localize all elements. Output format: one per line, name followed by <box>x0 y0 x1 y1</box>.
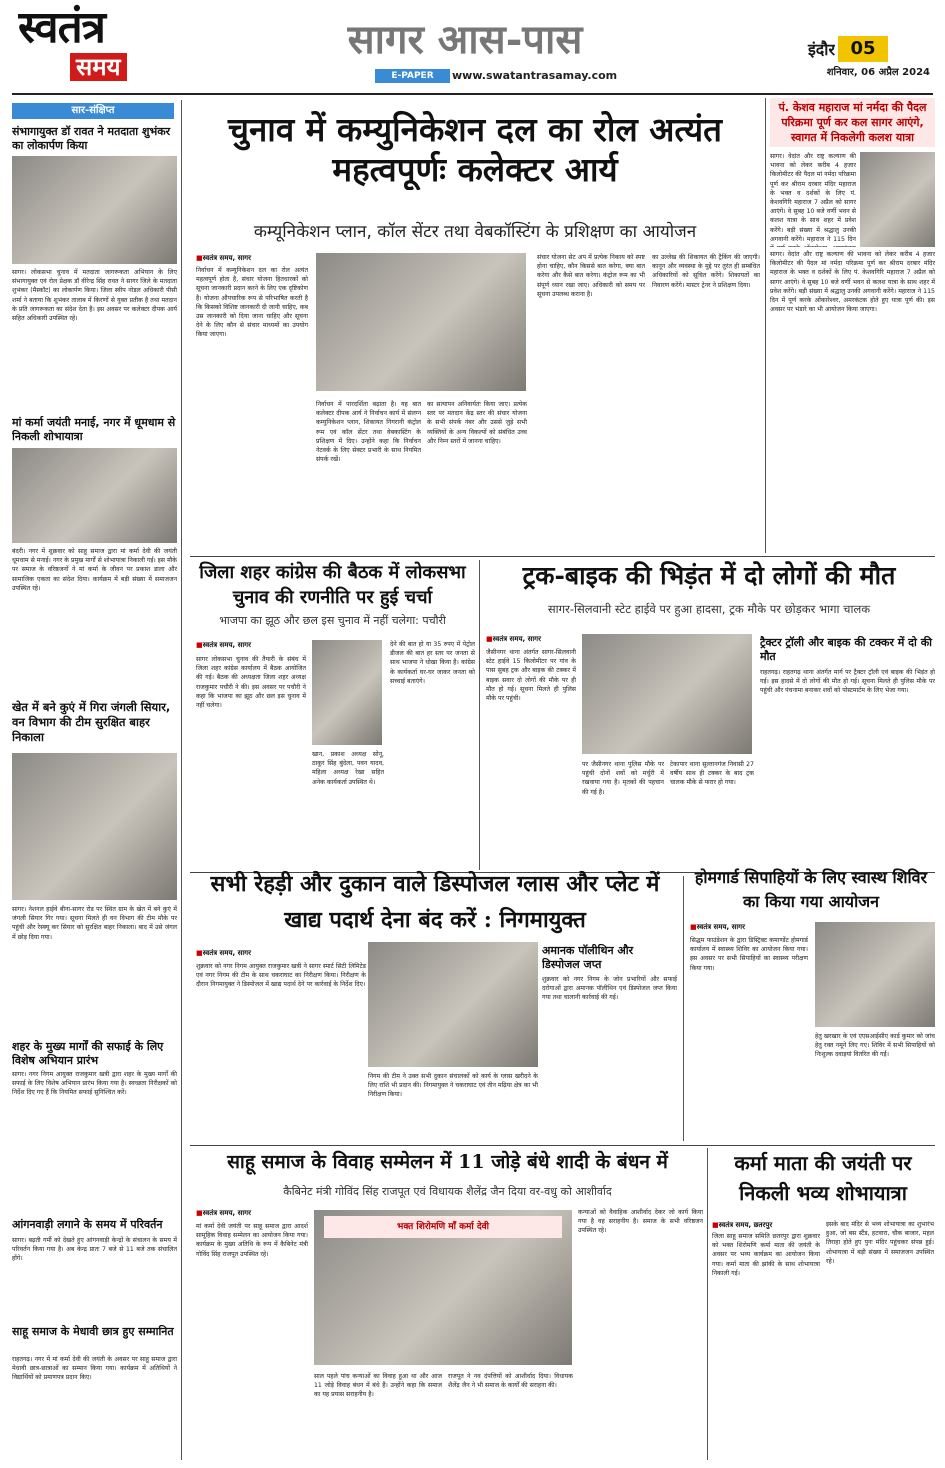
lead-byline: ■ स्वतंत्र समय, सागर <box>196 253 336 263</box>
congress-divider <box>479 560 480 870</box>
disposal-side-headline: अमानक पॉलीथिन और डिस्पोजल जप्त <box>542 944 634 971</box>
tractor-accident-text: राहतगढ़। राहतगढ़ थाना अंतर्गत मार्ग पर ट्रैक्टर ट्रॉली एवं बाइक की भिड़ंत हो गई। इस हादसे में दो लोगों की मौत हो गई। सूचना मिलते ही पुलिस मौके पर पहुंची और पंचनामा बनाकर शवों को पोस्टमार्टम के लिए भेजा गया। <box>760 669 935 695</box>
sahu-text-4: कन्याओं को वैवाहिक आशीर्वाद देकर जो कार्य किया गया है वह सराहनीय है। समाज के सभी वरिष्ठजन उपस्थित रहे। <box>578 1209 703 1235</box>
left-column-divider <box>181 100 182 1460</box>
kalash-yatra-text: सागर। वेदांत और राष्ट्र कल्याण की भावना को लेकर करीब 4 हजार किलोमीटर की पैदल मां नर्मदा परिक्रमा पूर्ण कर श्रीराम दरबार मंदिर महाराज के भक्त व दर्शकों के लिए पं. केशवगिरि महाराज 7 अप्रैल को सागर आएंगे। वे सुबह 10 बजे वर्णी भवन से कलश यात्रा के साथ शहर में प्रवेश करेंगे। बड़ी संख्या में श्रद्धालु उनकी अगवानी करेंगे। महाराज ने 115 दिन में पूर्ण करके ओंकारेश्वर, अमरकंटक होते हुए यात्रा पूर्ण की। इस अवसर पर भंडारे का भी आयोजन किया जाएगा। <box>770 251 935 314</box>
row-divider-3 <box>190 1145 935 1146</box>
brief-1-text: सागर। लोकसभा चुनाव में मतदाता जागरूकता अभियान के लिए संभागायुक्त एवं रोल प्रेक्षक डॉ वीरेन्द्र सिंह रावत ने सागर जिले के मतदाता शुभंकर (मैस्कॉट) का लोकार्पण किया। जिला स्वीप नोडल अधिकारी पीसी शर्मा ने बताया कि शुभंकर तालाब में किरणों से युक्त प्रतीक है तथा मतदान के प्रति जागरूकता का संदेश देता है। इस अवसर पर कलेक्टर दीपक आर्य सहित अधिकारी उपस्थित रहे। <box>12 269 177 323</box>
section-title: सागर आस-पास <box>347 18 583 62</box>
accident-text-2: पर जैसीनगर थाना पुलिस मौके पर पहुंची दोनों शवों को मर्चुरी में रखवाया गया है। मृतकों की पहचान की गई है। <box>582 761 664 796</box>
homeguard-byline: ■ स्वतंत्र समय, सागर <box>690 922 830 932</box>
congress-subheadline: भाजपा का झूठ और छल इस चुनाव में नहीं चलेगा: पचौरी <box>219 614 446 627</box>
lead-text-5: का उल्लेख की शिकायत की ट्रैकिंग की जाएगी। कानून और व्यवस्था के मुद्दे पर तुरंत ही सम्बंधित अधिकारियों को सूचित करेंगे। शिकायतों का निवारण करेंगे। मास्टर ट्रेनर ने प्रशिक्षण दिया। <box>652 254 760 289</box>
brief-2-photo <box>12 448 177 543</box>
lead-headline: चुनाव में कम्युनिकेशन दल का रोल अत्यंत महत्वपूर्णः कलेक्टर आर्य <box>228 110 722 189</box>
lead-right-divider <box>765 98 766 553</box>
brief-6-headline: साहू समाज के मेधावी छात्र हुए सम्मानित <box>12 1325 174 1338</box>
homeguard-text-2: हेतु खरखार के एवं एएसआईसीए कार्ड कुमार को जांच हेतु रक्त नमूने लिए गए। शिविर में सभी सिपाहियों को निःशुल्क दवाइयां वितरित की गईं। <box>815 1033 935 1059</box>
disposal-text-3: शुक्रवार को नगर निगम के जोन प्रभारियों और सफाई दरोगाओं द्वारा अमानक पॉलीथिन एवं डिस्पोजल जप्त किया गया तथा चालानी कार्रवाई की गई। <box>542 976 677 1002</box>
lead-text-1: निर्वाचन में कम्युनिकेशन दल का रोल अत्यंत महत्वपूर्ण होता है, संचार योजना हितधारकों को सूचना जानकारी प्रदान करने के लिए एक दृष्टिकोण है। योजना औपचारिक रूप से परिभाषित करती है कि किसको विशिष्ट जानकारी दी जानी चाहिए, कब उस जानकारी को दिया जाना चाहिए और सूचना देने के लिए कौन से संचार माध्यमों का उपयोग किया जाएगा। <box>196 267 308 339</box>
kalash-yatra-headline: पं. केशव महाराज मां नर्मदा की पैदल परिक्रमा पूर्ण कर कल सागर आएंगे, स्वागत में निकलेगी कलश यात्रा <box>770 98 935 147</box>
masthead-divider <box>12 93 933 95</box>
brief-4-headline: शहर के मुख्य मार्गों की सफाई के लिए विशेष अभियान प्रारंभ <box>12 1040 164 1067</box>
row-divider-1 <box>190 556 935 557</box>
congress-headline: जिला शहर कांग्रेस की बैठक में लोकसभा चुनाव की रणनीति पर हुई चर्चा <box>199 562 466 608</box>
brief-section-band: सार-संक्षिप्त <box>12 103 174 119</box>
accident-byline: ■ स्वतंत्र समय, सागर <box>486 634 626 644</box>
congress-text-1: सागर लोकसभा चुनाव की तैयारी के संबंध में जिला शहर कांग्रेस कार्यालय में बैठक आयोजित की गई। बैठक की अध्यक्षता जिला शहर अध्यक्ष राजकुमार पचौरी ने की। इस अवसर पर पचौरी ने कहा कि भाजपा का झूठ और छल इस चुनाव में नहीं चलेगा। <box>196 656 306 710</box>
disposal-text-2: निगम की टीम ने उक्त सभी दुकान संचालकों को कार्य के ग्लास खरीदने के लिए राशि भी प्रदान की। निगमायुक्त ने चकराघाट एवं तीन मढ़िया क्षेत्र का भी निरीक्षण किया। <box>368 1073 538 1099</box>
sahu-text-3: राजपूत ने नव दंपत्तियों को आशीर्वाद दिया। विधायक शैलेंद्र जैन ने भी समाज के कार्यों की सराहना की। <box>448 1373 573 1390</box>
lead-text-2: निर्वाचन में पारदर्शिता बढ़ाता है। यह बात कलेक्टर दीपक आर्य ने निर्वाचन कार्य में संलग्न कम्युनिकेशन प्लान, शिकायत निगरानी कंट्रोल रूम एवं कॉल सेंटर तथा वेबकास्टिंग के प्रशिक्षण में दिए। उन्होंने कहा कि निर्वाचन नेटवर्क के लिए सेक्टर प्रभारी के साथ नियमित संपर्क रखें। <box>316 401 421 464</box>
karma-headline: कर्मा माता की जयंती पर निकली भव्य शोभायात्रा <box>734 1151 912 1205</box>
sahu-divider <box>707 1148 708 1460</box>
accident-text-3: टेकापार थाना सुल्तानगंज निवासी 27 वर्षीय साथ ही टक्कर के बाद ट्रक चालक मौके से फरार हो गया। <box>670 761 754 787</box>
accident-text-1: जैसीनगर थाना अंतर्गत सागर-सिलवानी स्टेट हाईवे 15 किलोमीटर पर गांव के पास सुबह ट्रक और बाइक की टक्कर में बाइक सवार दो लोगों की मौके पर ही मौत हो गई। सूचना मिलते ही पुलिस मौके पर पहुंची। <box>486 649 576 703</box>
congress-text-2: देने की बात हो या 35 रुपए में पेट्रोल डीजल की बात हर स्तर पर जनता से साथ भाजपा ने धोखा किया है। कांग्रेस के कार्यकर्ता घर-घर जाकर जनता को सच्चाई बताएंगे। <box>390 641 475 685</box>
brief-1-headline: संभागायुक्त डॉ रावत ने मतदाता शुभंकर का लोकार्पण किया <box>12 125 171 152</box>
website-url[interactable]: www.swatantrasamay.com <box>452 69 618 82</box>
sahu-byline: ■ स्वतंत्र समय, सागर <box>196 1208 336 1218</box>
epaper-badge: E-PAPER <box>375 69 450 83</box>
sahu-headline: साहू समाज के विवाह सम्मेलन में 11 जोड़े बंधे शादी के बंधन में <box>227 1151 668 1173</box>
homeguard-text-1: सिद्धम फाउंडेशन के द्वारा डिस्ट्रिक्ट कमाण्डेंट होमगार्ड कार्यालय में स्वास्थ्य शिविर का आयोजन किया गया। इस अवसर पर सभी सिपाहियों का स्वास्थ्य परीक्षण किया गया। <box>690 937 808 972</box>
homeguard-photo <box>815 922 935 1027</box>
maharaj-photo <box>860 152 935 247</box>
lead-subheadline: कम्यूनिकेशन प्लान, कॉल सेंटर तथा वेबकॉस्टिंग के प्रशिक्षण का आयोजन <box>253 222 697 242</box>
disposal-divider <box>683 876 684 1141</box>
logo-text-sub: समय <box>70 53 127 81</box>
lead-photo <box>316 253 526 391</box>
karma-byline: ■ स्वतंत्र समय, छतरपुर <box>712 1220 822 1230</box>
city-name: इंदौर <box>807 40 835 59</box>
newspaper-logo <box>18 4 148 96</box>
tractor-accident-headline: ट्रैक्टर ट्रॉली और बाइक की टक्कर में दो की मौत <box>760 636 932 663</box>
karma-text-2: इसके बाद मंदिर से भव्य शोभायात्रा का शुभारंभ हुआ, जो बस स्टैंड, हटवारा, चौक बाजार, महल तिराहा होते हुए पुनः मंदिर पहुंचकर संपन्न हुई। शोभायात्रा में बड़ी संख्या में समाजजन उपस्थित रहे। <box>826 1221 934 1265</box>
sahu-photo-banner: भक्त शिरोमणि माँ कर्मा देवी <box>324 1216 562 1238</box>
sahu-photo <box>314 1210 572 1365</box>
sahu-text-2: साल पहले पांच कन्याओं का विवाह हुआ था और आज 11 जोड़े विवाह बंधन में बंधे हैं। उन्होंने कहा कि समाज का यह प्रयास सराहनीय है। <box>314 1373 442 1399</box>
logo-text-main: स्वतंत्र <box>18 4 105 53</box>
brief-3-headline: खेत में बने कुएं में गिरा जंगली सियार, वन विभाग की टीम सुरक्षित बाहर निकाला <box>12 700 171 744</box>
homeguard-headline: होमगार्ड सिपाहियों के लिए स्वास्थ शिविर का किया गया आयोजन <box>694 868 928 911</box>
brief-2-headline: मां कर्मा जयंती मनाई, नगर में धूमधाम से निकली शोभायात्रा <box>12 416 176 443</box>
accident-photo <box>582 634 752 754</box>
brief-5-text: सागर। बढ़ती गर्मी को देखते हुए आंगनवाड़ी केन्द्रों के संचालन के समय में परिवर्तन किया गया है। अब केन्द्र प्रातः 7 बजे से 11 बजे तक संचालित होंगे। <box>12 1237 177 1263</box>
kalash-yatra-text-part: सागर। वेदांत और राष्ट्र कल्याण की भावना को लेकर करीब 4 हजार किलोमीटर की पैदल मां नर्मदा परिक्रमा पूर्ण कर श्रीराम दरबार मंदिर महाराज के भक्त व दर्शकों के लिए पं. केशवगिरि महाराज 7 अप्रैल को सागर आएंगे। वे सुबह 10 बजे वर्णी भवन से कलश यात्रा के साथ शहर में प्रवेश करेंगे। बड़ी संख्या में श्रद्धालु उनकी अगवानी करेंगे। महाराज ने 115 दिन <box>770 153 856 243</box>
sahu-subheadline: कैबिनेट मंत्री गोविंद सिंह राजपूत एवं विधायक शैलेंद्र जैन दिया वर-वधु को आशीर्वाद <box>283 1185 612 1198</box>
page-number: 05 <box>838 36 888 62</box>
congress-leader-photo <box>312 640 382 745</box>
congress-byline: ■ स्वतंत्र समय, सागर <box>196 640 336 650</box>
disposal-photo <box>368 942 538 1067</box>
lead-text-3: का सत्यापन अनिवार्यतः किया जाए। प्रत्येक स्तर पर मतदान केंद्र स्तर की संचार योजना के सभी संपर्क नंबर और उससे जुड़े सभी व्यक्तियों के अन्य विकल्पों को संबंधित उच्च और निम्न स्तरों में जानना चाहिए। <box>427 401 527 445</box>
lead-text-4: संचार योजना सेट अप में प्रत्येक निकाय को स्पष्ट होना चाहिए, कौन किससे बात करेगा, क्या बात करेगा और कैसे बात करेगा। कंट्रोल रूम का भी संपूर्ण ध्यान रखा जाए। अधिकारी को समय पर सूचना उपलब्ध कराना है। <box>537 254 645 298</box>
sahu-text-1: मां कर्मा देवी जयंती पर साहू समाज द्वारा आदर्श सामूहिक विवाह सम्मेलन का आयोजन किया गया। कार्यक्रम के मुख्य अतिथि के रूप में कैबिनेट मंत्री गोविंद सिंह राजपूत उपस्थित रहे। <box>196 1223 308 1258</box>
brief-2-text: बंदरी। नगर में शुक्रवार को साहू समाज द्वारा मां कर्मा देवी की जयंती धूमधाम से मनाई। नगर के प्रमुख मार्गों से शोभायात्रा निकाली गई। इस मौके पर समाज के वरिष्ठजनों ने मां कर्मा के जीवन पर प्रकाश डाला और सामाजिक एकता का संदेश दिया। कार्यक्रम में बड़ी संख्या में समाजजन उपस्थित रहे। <box>12 548 177 592</box>
brief-4-text: सागर। नगर निगम आयुक्त राजकुमार खत्री द्वारा शहर के मुख्य मार्गों की सफाई के लिए विशेष अभियान प्रारंभ किया गया है। स्वच्छता निरीक्षकों को निर्देश दिए गए हैं कि नियमित सफाई सुनिश्चित करें। <box>12 1071 177 1097</box>
disposal-text-1: शुक्रवार को नगर निगम आयुक्त राजकुमार खत्री ने सागर स्मार्ट सिटी लिमिटेड एवं नगर निगम की टीम के साथ चकराघाट का निरीक्षण किया। निरीक्षण के दौरान निगमायुक्त ने डिस्पोजल में खाद्य पदार्थ देने पर कार्रवाई के निर्देश दिए। <box>196 963 366 989</box>
disposal-byline: ■ स्वतंत्र समय, सागर <box>196 948 336 958</box>
disposal-headline: सभी रेहड़ी और दुकान वाले डिस्पोजल ग्लास और प्लेट में खाद्य पदार्थ देना बंद करें : निगमायुक्त <box>210 871 660 933</box>
accident-headline: ट्रक-बाइक की भिड़ंत में दो लोगों की मौत <box>522 561 896 590</box>
brief-5-headline: आंगनवाड़ी लगाने के समय में परिवर्तन <box>12 1218 163 1231</box>
karma-text-1: जिला साहू समाज समिति छतरपुर द्वारा शुक्रवार को भक्त शिरोमणि कर्मा माता की जयंती के अवसर पर भव्य कार्यक्रम का आयोजन किया गया। कर्मा माता की झांकी के साथ शोभायात्रा निकाली गई। <box>712 1233 820 1277</box>
brief-3-photo <box>12 753 177 900</box>
brief-6-text: राहतगढ़। नगर में मां कर्मा देवी की जयंती के अवसर पर साहू समाज द्वारा मेधावी छात्र-छात्राओं का सम्मान किया गया। कार्यक्रम में अतिथियों ने विद्यार्थियों को प्रमाणपत्र प्रदान किए। <box>12 1356 177 1382</box>
edition-date: शनिवार, 06 अप्रैल 2024 <box>826 67 930 78</box>
congress-text-3: खान, प्रकाश अध्यक्ष सोनू, ठाकुर सिंह बुंदेला, पवन यादव, महिला अध्यक्ष रेखा सहित अनेक कार्यकर्ता उपस्थित थे। <box>312 751 384 786</box>
brief-3-text: सागर। नेशनल हाईवे बीना-सागर रोड पर स्थित ग्राम के खेत में बने कुएं में जंगली सियार गिर गया। सूचना मिलते ही वन विभाग की टीम मौके पर पहुंची और रेस्क्यू कर सियार को सुरक्षित बाहर निकाला। बाद में उसे जंगल में छोड़ दिया गया। <box>12 906 177 941</box>
brief-1-photo <box>12 156 177 264</box>
accident-subheadline: सागर-सिलवानी स्टेट हाईवे पर हुआ हादसा, ट्रक मौके पर छोड़कर भागा चालक <box>547 602 871 616</box>
